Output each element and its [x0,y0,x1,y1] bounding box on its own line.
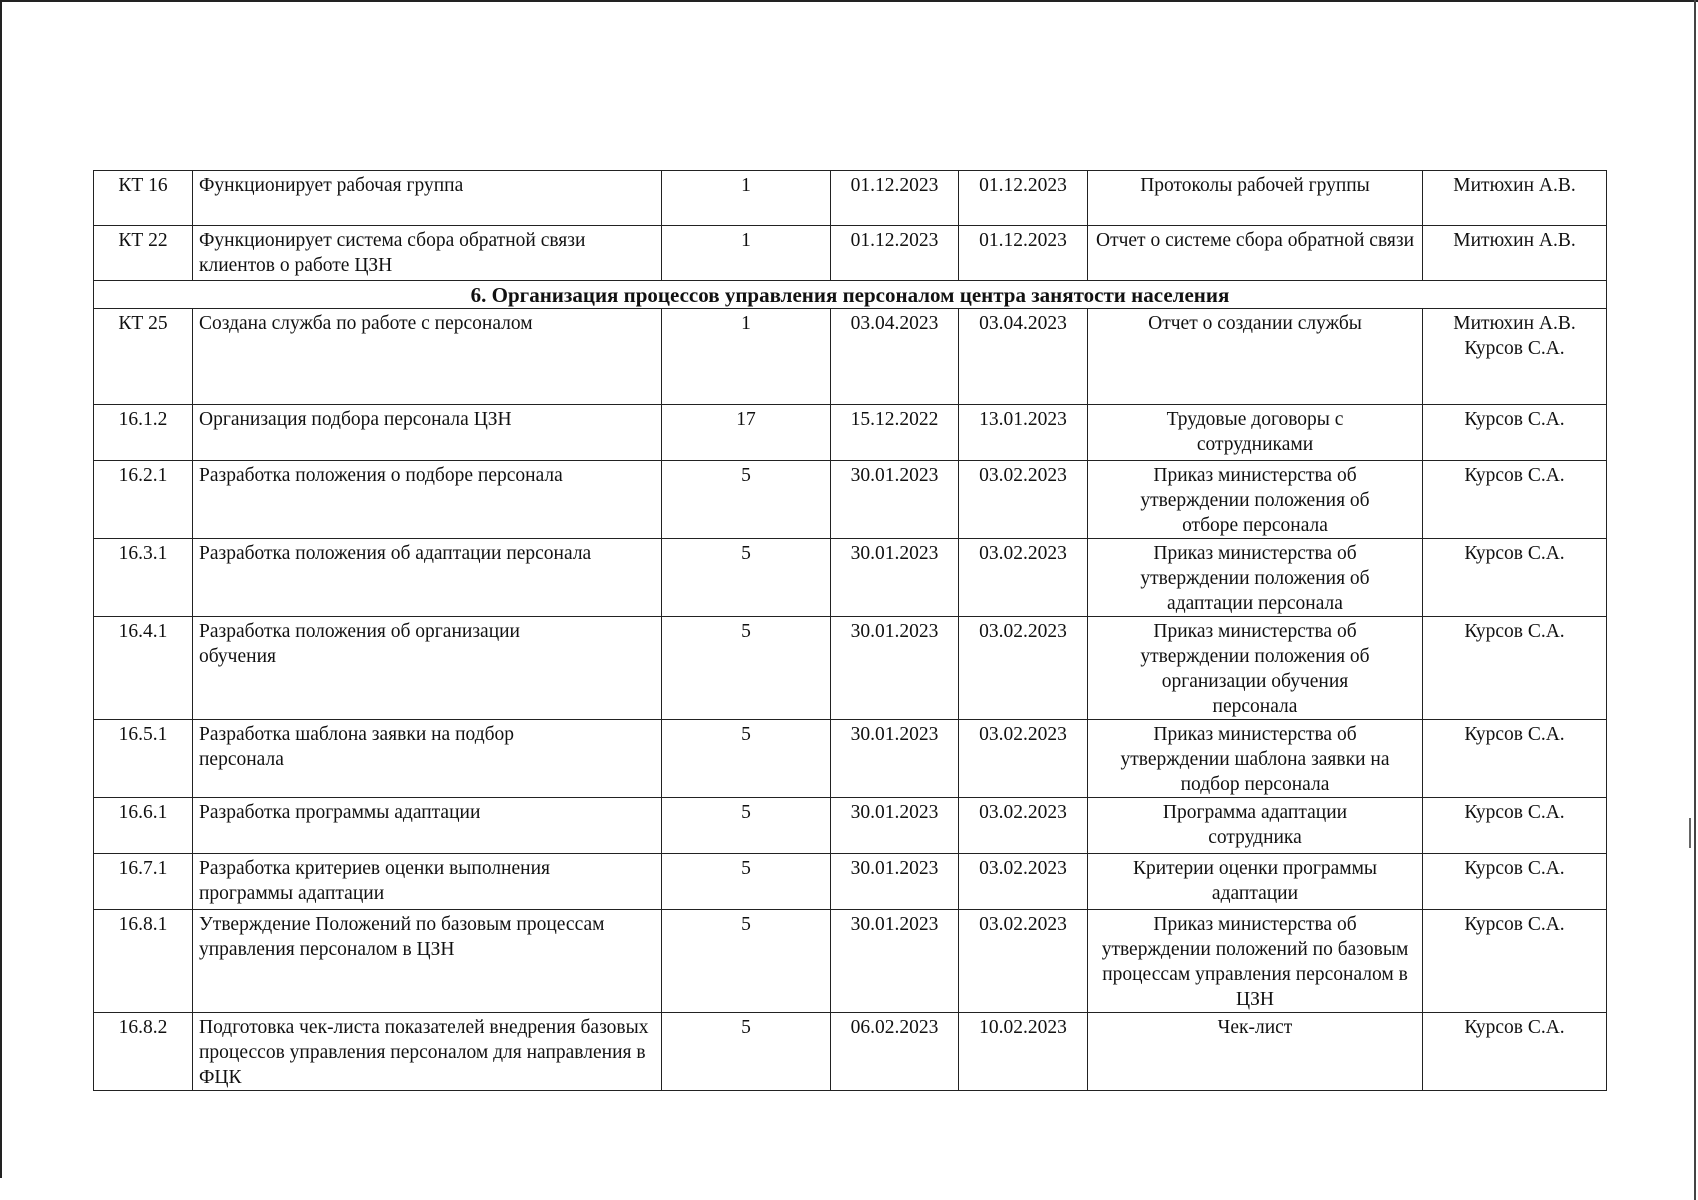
cell-start-date: 30.01.2023 [831,720,959,798]
cell-duration: 5 [662,854,831,910]
table-row [94,617,1607,720]
cell-end-date: 03.02.2023 [959,539,1088,617]
cell-task: Разработка положения об организации обучения [193,617,662,720]
cell-start-date: 03.04.2023 [831,309,959,405]
table-row [94,171,1607,226]
cell-end-date: 01.12.2023 [959,171,1088,226]
cell-start-date: 30.01.2023 [831,461,959,539]
cell-start-date: 01.12.2023 [831,226,959,281]
cell-responsible: Курсов С.А. [1423,539,1607,617]
cell-result: Отчет о системе сбора обратной связи [1088,226,1423,281]
table-row [94,226,1607,281]
cell-end-date: 03.02.2023 [959,720,1088,798]
cell-start-date: 30.01.2023 [831,617,959,720]
cell-duration: 5 [662,798,831,854]
cell-duration: 5 [662,461,831,539]
cell-code: 16.8.1 [94,910,193,1013]
cell-task: Разработка положения о подборе персонала [193,461,662,539]
scan-edge-top [0,0,1698,2]
cell-result: Приказ министерства об утверждении шаблона заявки на подбор персонала [1088,720,1423,798]
cell-code: 16.7.1 [94,854,193,910]
scan-edge-left [0,0,2,1178]
cell-result: Протоколы рабочей группы [1088,171,1423,226]
table-row [94,461,1607,539]
cell-result: Отчет о создании службы [1088,309,1423,405]
cell-duration: 5 [662,910,831,1013]
cell-end-date: 03.04.2023 [959,309,1088,405]
cell-end-date: 03.02.2023 [959,910,1088,1013]
cell-result: Критерии оценки программы адаптации [1088,854,1423,910]
cell-task: Разработка положения об адаптации персонала [193,539,662,617]
cell-end-date: 01.12.2023 [959,226,1088,281]
cell-duration: 5 [662,617,831,720]
cell-duration: 1 [662,226,831,281]
cell-result: Приказ министерства об утверждении положения об организации обучения персонала [1088,617,1423,720]
cell-responsible: Митюхин А.В. [1423,171,1607,226]
scan-mark [1689,818,1691,848]
section-heading-row [94,281,1607,309]
cell-start-date: 01.12.2023 [831,171,959,226]
cell-result: Трудовые договоры с сотрудниками [1088,405,1423,461]
cell-responsible: Митюхин А.В. Курсов С.А. [1423,309,1607,405]
table-row [94,854,1607,910]
table-row [94,309,1607,405]
cell-code: 16.2.1 [94,461,193,539]
table-row [94,405,1607,461]
cell-start-date: 30.01.2023 [831,910,959,1013]
cell-start-date: 06.02.2023 [831,1013,959,1091]
cell-responsible: Курсов С.А. [1423,910,1607,1013]
cell-duration: 5 [662,1013,831,1091]
cell-end-date: 03.02.2023 [959,798,1088,854]
cell-end-date: 03.02.2023 [959,617,1088,720]
cell-task: Разработка шаблона заявки на подбор персонала [193,720,662,798]
cell-task: Утверждение Положений по базовым процессам управления персоналом в ЦЗН [193,910,662,1013]
cell-code: 16.4.1 [94,617,193,720]
table-row [94,539,1607,617]
scan-edge-right [1694,0,1696,1200]
cell-responsible: Митюхин А.В. [1423,226,1607,281]
cell-code: 16.5.1 [94,720,193,798]
cell-start-date: 30.01.2023 [831,798,959,854]
cell-end-date: 10.02.2023 [959,1013,1088,1091]
cell-code: КТ 16 [94,171,193,226]
cell-start-date: 15.12.2022 [831,405,959,461]
plan-table [93,170,1607,1091]
cell-start-date: 30.01.2023 [831,854,959,910]
table-row [94,720,1607,798]
cell-responsible: Курсов С.А. [1423,1013,1607,1091]
cell-result: Приказ министерства об утверждении положения об отборе персонала [1088,461,1423,539]
cell-start-date: 30.01.2023 [831,539,959,617]
cell-duration: 1 [662,171,831,226]
cell-result: Приказ министерства об утверждении положений по базовым процессам управления персоналом в ЦЗН [1088,910,1423,1013]
cell-responsible: Курсов С.А. [1423,720,1607,798]
cell-duration: 5 [662,720,831,798]
cell-responsible: Курсов С.А. [1423,798,1607,854]
cell-end-date: 13.01.2023 [959,405,1088,461]
cell-responsible: Курсов С.А. [1423,461,1607,539]
cell-result: Приказ министерства об утверждении положения об адаптации персонала [1088,539,1423,617]
cell-code: 16.1.2 [94,405,193,461]
cell-task: Организация подбора персонала ЦЗН [193,405,662,461]
cell-task: Разработка программы адаптации [193,798,662,854]
cell-result: Чек-лист [1088,1013,1423,1091]
table-row [94,910,1607,1013]
section-title: 6. Организация процессов управления персоналом центра занятости населения [94,281,1607,309]
cell-result: Программа адаптации сотрудника [1088,798,1423,854]
table-row [94,1013,1607,1091]
cell-code: 16.6.1 [94,798,193,854]
cell-end-date: 03.02.2023 [959,461,1088,539]
cell-end-date: 03.02.2023 [959,854,1088,910]
cell-duration: 17 [662,405,831,461]
cell-code: 16.8.2 [94,1013,193,1091]
cell-task: Функционирует рабочая группа [193,171,662,226]
cell-duration: 5 [662,539,831,617]
cell-responsible: Курсов С.А. [1423,617,1607,720]
cell-responsible: Курсов С.А. [1423,405,1607,461]
cell-code: 16.3.1 [94,539,193,617]
cell-task: Создана служба по работе с персоналом [193,309,662,405]
table-row [94,798,1607,854]
cell-code: КТ 25 [94,309,193,405]
cell-code: КТ 22 [94,226,193,281]
cell-task: Подготовка чек-листа показателей внедрения базовых процессов управления персоналом для направления в ФЦК [193,1013,662,1091]
cell-task: Разработка критериев оценки выполнения программы адаптации [193,854,662,910]
cell-duration: 1 [662,309,831,405]
cell-responsible: Курсов С.А. [1423,854,1607,910]
cell-task: Функционирует система сбора обратной связи клиентов о работе ЦЗН [193,226,662,281]
